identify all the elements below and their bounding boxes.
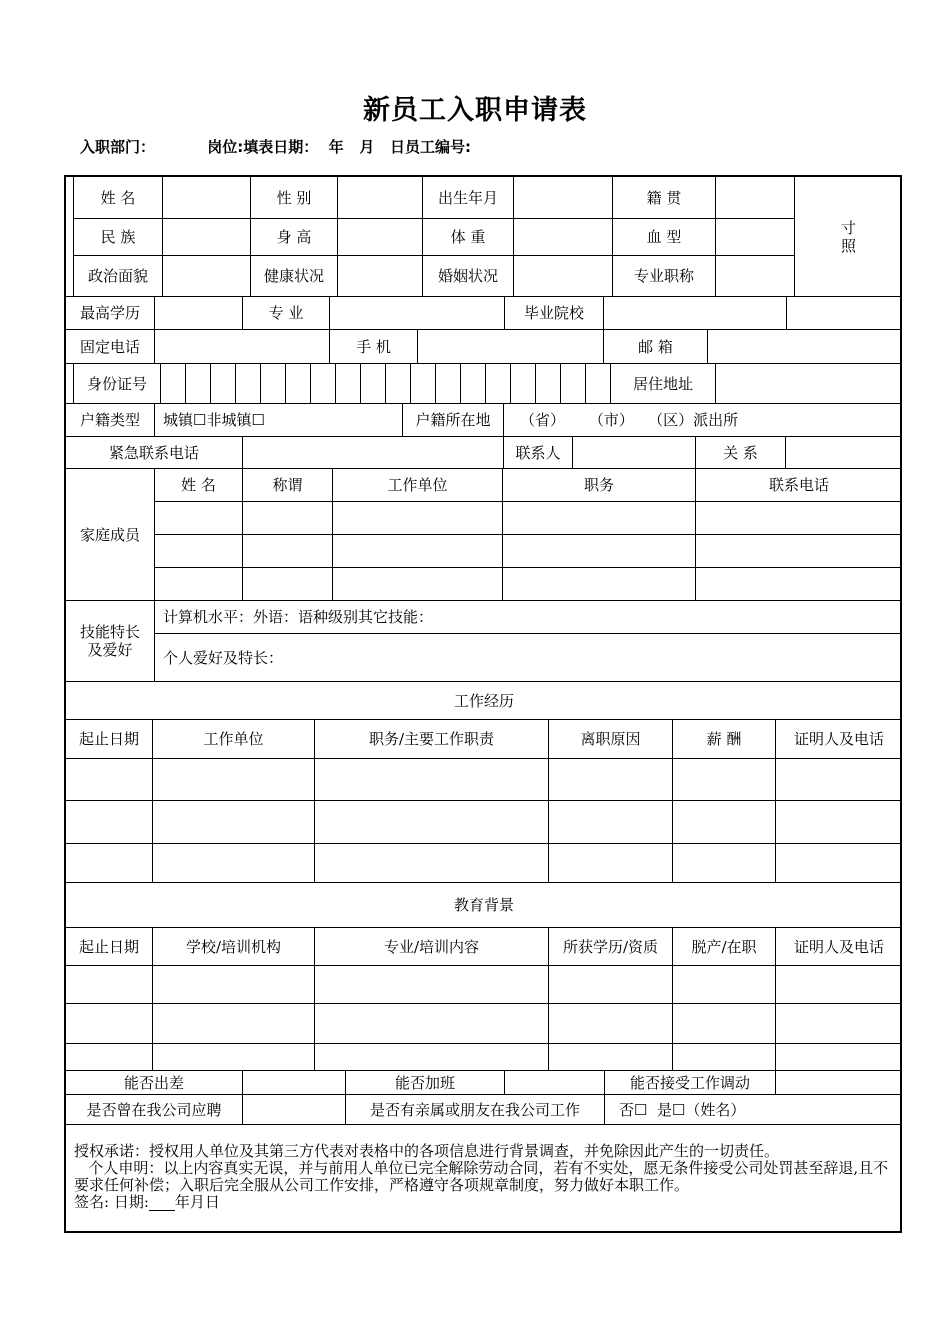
input-health[interactable] (338, 256, 423, 297)
edu-cell[interactable] (315, 966, 549, 1004)
input-blood-type[interactable] (716, 219, 795, 256)
family-cell[interactable] (503, 568, 696, 601)
family-header-phone: 联系电话 (696, 469, 902, 502)
id-digit-box[interactable] (286, 364, 311, 404)
id-digit-box[interactable] (461, 364, 486, 404)
edu-cell[interactable] (776, 1044, 902, 1071)
work-cell[interactable] (66, 844, 153, 883)
label-health: 健康状况 (251, 256, 338, 297)
skills-label-line1: 技能特长 (79, 623, 140, 641)
edu-cell[interactable] (153, 1044, 315, 1071)
label-household-location: 户籍所在地 (403, 404, 504, 437)
family-cell[interactable] (696, 502, 902, 535)
label-major: 专 业 (243, 297, 330, 330)
application-form (64, 175, 902, 1233)
id-digit-box[interactable] (261, 364, 286, 404)
label-contact-person: 联系人 (504, 437, 573, 469)
id-digit-box[interactable] (511, 364, 536, 404)
id-digit-box[interactable] (161, 364, 186, 404)
edu-cell[interactable] (66, 966, 153, 1004)
edu-cell[interactable] (776, 1004, 902, 1044)
work-cell[interactable] (776, 801, 902, 844)
work-header-reason: 离职原因 (549, 720, 673, 759)
work-cell[interactable] (776, 759, 902, 801)
id-digit-box[interactable] (236, 364, 261, 404)
id-digit-box[interactable] (586, 364, 611, 404)
label-height: 身 高 (251, 219, 338, 256)
input-landline[interactable] (155, 330, 330, 364)
family-header-position: 职务 (503, 469, 696, 502)
edu-cell[interactable] (673, 1004, 776, 1044)
input-ethnicity[interactable] (163, 219, 251, 256)
edu-cell[interactable] (315, 1004, 549, 1044)
family-cell[interactable] (333, 535, 503, 568)
family-cell[interactable] (155, 568, 243, 601)
family-cell[interactable] (503, 502, 696, 535)
input-email[interactable] (708, 330, 902, 364)
label-relation: 关 系 (696, 437, 786, 469)
label-applied-before: 是否曾在我公司应聘 (66, 1095, 243, 1125)
input-relation[interactable] (786, 437, 902, 469)
family-cell[interactable] (333, 502, 503, 535)
family-header-relation: 称谓 (243, 469, 333, 502)
input-major[interactable] (330, 297, 505, 330)
family-header-name: 姓 名 (155, 469, 243, 502)
work-cell[interactable] (153, 801, 315, 844)
input-birth[interactable] (514, 177, 613, 219)
label-address: 居住地址 (611, 364, 716, 404)
work-cell[interactable] (315, 759, 549, 801)
work-header-dates: 起止日期 (66, 720, 153, 759)
input-professional-title[interactable] (716, 256, 795, 297)
input-highest-degree[interactable] (155, 297, 243, 330)
input-political[interactable] (163, 256, 251, 297)
work-cell[interactable] (549, 844, 673, 883)
signature-line (74, 1194, 900, 1211)
id-digit-box[interactable] (336, 364, 361, 404)
edu-header-major: 专业/培训内容 (315, 928, 549, 966)
photo-label-2: 照 (840, 236, 856, 255)
input-applied-before[interactable] (243, 1095, 346, 1125)
edu-cell[interactable] (549, 1044, 673, 1071)
input-height[interactable] (338, 219, 423, 256)
photo-box[interactable] (795, 177, 902, 297)
relatives-options[interactable]: 否☐ 是☐（姓名） (605, 1095, 902, 1125)
input-contact-person[interactable] (573, 437, 696, 469)
edu-cell[interactable] (66, 1044, 153, 1071)
id-digit-box[interactable] (211, 364, 236, 404)
label-name: 姓 名 (74, 177, 163, 219)
id-digit-box[interactable] (486, 364, 511, 404)
input-school[interactable] (604, 297, 787, 330)
label-gender: 性 别 (251, 177, 338, 219)
work-cell[interactable] (315, 801, 549, 844)
edu-cell[interactable] (673, 966, 776, 1004)
personal-statement: 个人申明：以上内容真实无误，并与前用人单位已完全解除劳动合同，若有不实处，愿无条件接受公司处罚甚至辞退,且不要求任何补偿；入职后完全服从公司工作安排，严格遵守各项规章制度，努力做好本职工作。 (74, 1159, 889, 1194)
page-title: 新员工入职申请表 (363, 95, 587, 126)
edu-cell[interactable] (549, 966, 673, 1004)
label-ethnicity: 民 族 (74, 219, 163, 256)
work-header-reference: 证明人及电话 (776, 720, 902, 759)
input-native-place[interactable] (716, 177, 795, 219)
family-cell[interactable] (243, 502, 333, 535)
label-transfer: 能否接受工作调动 (605, 1071, 776, 1095)
signature-label: 签名: 日期: (74, 1193, 149, 1211)
work-cell[interactable] (66, 759, 153, 801)
family-cell[interactable] (503, 535, 696, 568)
date-blank[interactable] (149, 1196, 175, 1211)
edu-header-reference: 证明人及电话 (776, 928, 902, 966)
authorization-text: 授权承诺：授权用人单位及其第三方代表对表格中的各项信息进行背景调查，并免除因此产生的一切责任。 (74, 1142, 780, 1160)
edu-header-school: 学校/培训机构 (153, 928, 315, 966)
label-native-place: 籍 贯 (613, 177, 716, 219)
id-digit-box[interactable] (186, 364, 211, 404)
label-overtime: 能否加班 (346, 1071, 505, 1095)
work-cell[interactable] (153, 844, 315, 883)
id-digit-box[interactable] (436, 364, 461, 404)
label-weight: 体 重 (423, 219, 514, 256)
label-relatives: 是否有亲属或朋友在我公司工作 (346, 1095, 605, 1125)
input-overtime[interactable] (505, 1071, 605, 1095)
label-political: 政治面貌 (74, 256, 163, 297)
work-cell[interactable] (549, 759, 673, 801)
label-mobile: 手 机 (330, 330, 418, 364)
input-name[interactable] (163, 177, 251, 219)
id-digit-box[interactable] (361, 364, 386, 404)
edu-cell[interactable] (549, 1004, 673, 1044)
education-history-title: 教育背景 (66, 883, 902, 928)
family-cell[interactable] (243, 535, 333, 568)
declaration-block (74, 1143, 900, 1211)
label-highest-degree: 最高学历 (66, 297, 155, 330)
family-cell[interactable] (696, 535, 902, 568)
label-family-members: 家庭成员 (66, 469, 155, 601)
family-cell[interactable] (155, 535, 243, 568)
input-marital[interactable] (514, 256, 613, 297)
id-digit-box[interactable] (311, 364, 336, 404)
family-cell[interactable] (696, 568, 902, 601)
input-weight[interactable] (514, 219, 613, 256)
date-suffix: 年月日 (174, 1193, 220, 1211)
household-location-value[interactable]: （省） （市） （区）派出所 (504, 404, 902, 437)
input-mobile[interactable] (418, 330, 604, 364)
household-type-options[interactable]: 城镇☐非城镇☐ (155, 404, 403, 437)
edu-header-dates: 起止日期 (66, 928, 153, 966)
work-history-title: 工作经历 (66, 682, 902, 720)
photo-label-1: 寸 (840, 218, 856, 237)
skills-hobbies[interactable]: 个人爱好及特长： (155, 634, 902, 682)
label-landline: 固定电话 (66, 330, 155, 364)
family-cell[interactable] (243, 568, 333, 601)
work-header-salary: 薪 酬 (673, 720, 776, 759)
family-header-employer: 工作单位 (333, 469, 503, 502)
edu-header-mode: 脱产/在职 (673, 928, 776, 966)
edu-cell[interactable] (153, 1004, 315, 1044)
label-professional-title: 专业职称 (613, 256, 716, 297)
label-email: 邮 箱 (604, 330, 708, 364)
work-cell[interactable] (549, 801, 673, 844)
id-digit-box[interactable] (536, 364, 561, 404)
input-gender[interactable] (338, 177, 423, 219)
work-header-duties: 职务/主要工作职责 (315, 720, 549, 759)
label-marital: 婚姻状况 (423, 256, 514, 297)
skills-label-line2: 及爱好 (87, 641, 133, 659)
input-transfer[interactable] (776, 1071, 902, 1095)
edu-header-degree: 所获学历/资质 (549, 928, 673, 966)
work-cell[interactable] (673, 801, 776, 844)
label-id-number: 身份证号 (74, 364, 161, 404)
id-digit-box[interactable] (386, 364, 411, 404)
edu-cell[interactable] (66, 1004, 153, 1044)
label-school: 毕业院校 (505, 297, 604, 330)
family-cell[interactable] (333, 568, 503, 601)
work-cell[interactable] (153, 759, 315, 801)
label-business-travel: 能否出差 (66, 1071, 243, 1095)
label-blood-type: 血 型 (613, 219, 716, 256)
edu-cell[interactable] (673, 1044, 776, 1071)
form-subheading: 入职部门： 岗位:填表日期： 年 月 日员工编号: (80, 138, 471, 156)
work-header-employer: 工作单位 (153, 720, 315, 759)
input-school-extra[interactable] (787, 297, 902, 330)
label-birth: 出生年月 (423, 177, 514, 219)
id-digit-box[interactable] (561, 364, 586, 404)
work-cell[interactable] (66, 801, 153, 844)
family-cell[interactable] (155, 502, 243, 535)
label-emergency-phone: 紧急联系电话 (66, 437, 243, 469)
edu-cell[interactable] (776, 966, 902, 1004)
skills-computer-language[interactable]: 计算机水平：外语：语种级别其它技能： (155, 601, 902, 634)
work-cell[interactable] (776, 844, 902, 883)
edu-cell[interactable] (315, 1044, 549, 1071)
input-emergency-phone[interactable] (243, 437, 504, 469)
input-address[interactable] (716, 364, 902, 404)
work-cell[interactable] (673, 759, 776, 801)
label-household-type: 户籍类型 (66, 404, 155, 437)
id-digit-box[interactable] (411, 364, 436, 404)
work-cell[interactable] (315, 844, 549, 883)
edu-cell[interactable] (153, 966, 315, 1004)
work-cell[interactable] (673, 844, 776, 883)
label-skills (66, 601, 155, 682)
input-business-travel[interactable] (243, 1071, 346, 1095)
